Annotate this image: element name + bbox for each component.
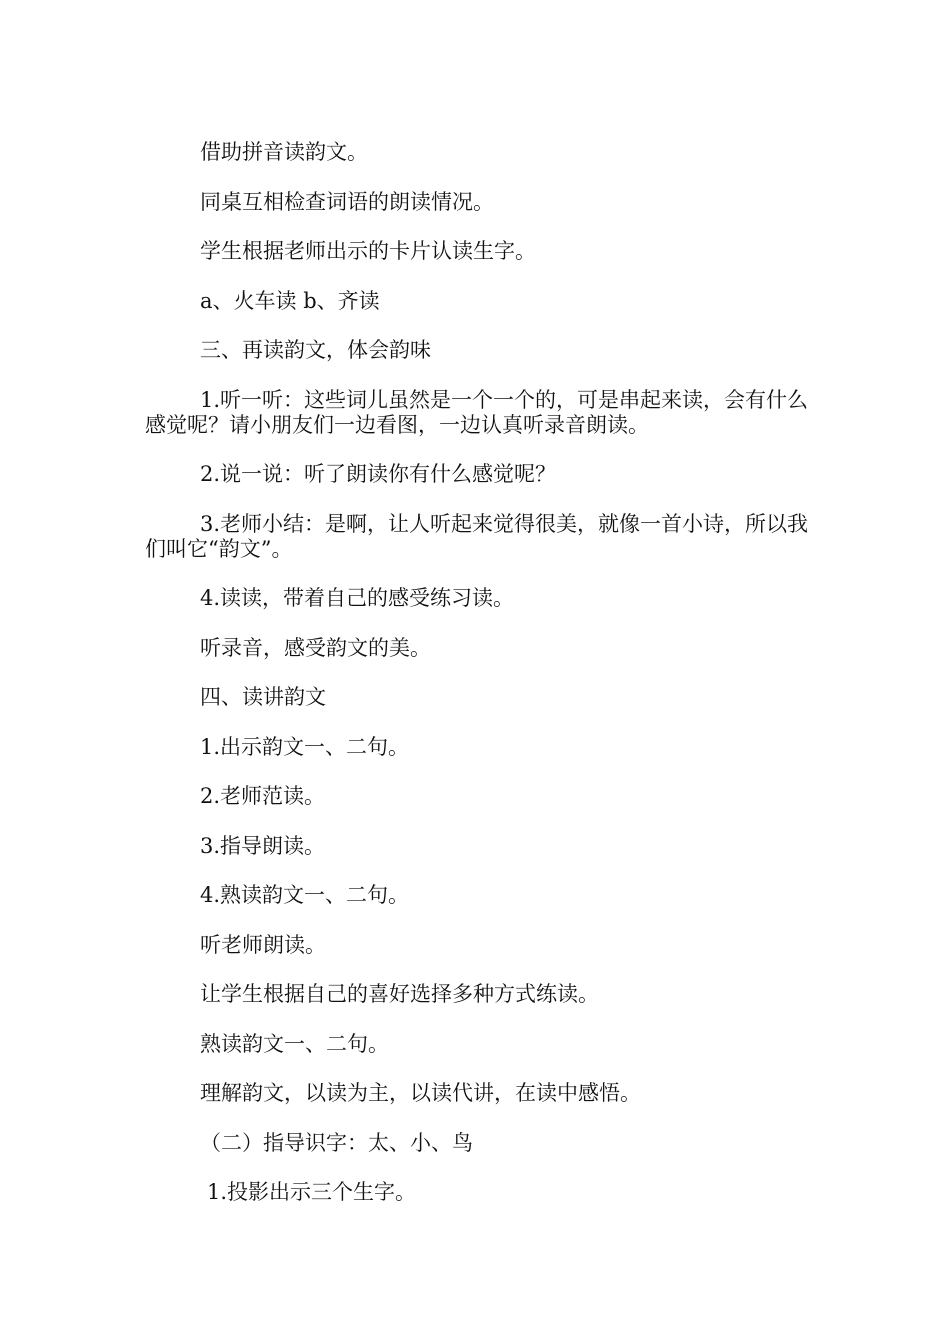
document-body — [145, 140, 809, 1230]
paragraph: 理解韵文，以读为主，以读代讲，在读中感悟。 — [200, 1081, 641, 1105]
paragraph: 听录音，感受韵文的美。 — [200, 635, 431, 660]
paragraph: 同桌互相检查词语的朗读情况。 — [200, 189, 494, 214]
paragraph: 让学生根据自己的喜好选择多种方式练读。 — [200, 982, 599, 1006]
paragraph: a、火车读 b、齐读 — [200, 288, 380, 313]
section-heading: 四、读讲韵文 — [200, 685, 326, 709]
paragraph: 熟读韵文一、二句。 — [200, 1031, 389, 1056]
paragraph: 3.指导朗读。 — [200, 833, 326, 858]
paragraph: 2.老师范读。 — [200, 784, 326, 808]
paragraph: 3.老师小结：是啊，让人听起来觉得很美，就像一首小诗，所以我们叫它“韵文”。 — [145, 511, 809, 561]
section-heading: （二）指导识字：太、小、鸟 — [200, 1130, 473, 1155]
paragraph: 4.熟读韵文一、二句。 — [200, 883, 410, 907]
section-heading: 三、再读韵文，体会韵味 — [200, 338, 431, 362]
paragraph: 1.听一听：这些词儿虽然是一个一个的，可是串起来读，会有什么感觉呢？请小朋友们一边看图，一边认真听录音朗读。 — [145, 387, 809, 437]
paragraph: 2.说一说：听了朗读你有什么感觉呢？ — [200, 462, 557, 486]
paragraph: 4.读读，带着自己的感受练习读。 — [200, 586, 515, 610]
paragraph: 1.出示韵文一、二句。 — [200, 734, 410, 759]
paragraph: 学生根据老师出示的卡片认读生字。 — [200, 239, 536, 263]
paragraph: 1.投影出示三个生字。 — [207, 1180, 417, 1204]
paragraph: 听老师朗读。 — [200, 932, 326, 957]
paragraph: 借助拼音读韵文。 — [200, 140, 368, 164]
